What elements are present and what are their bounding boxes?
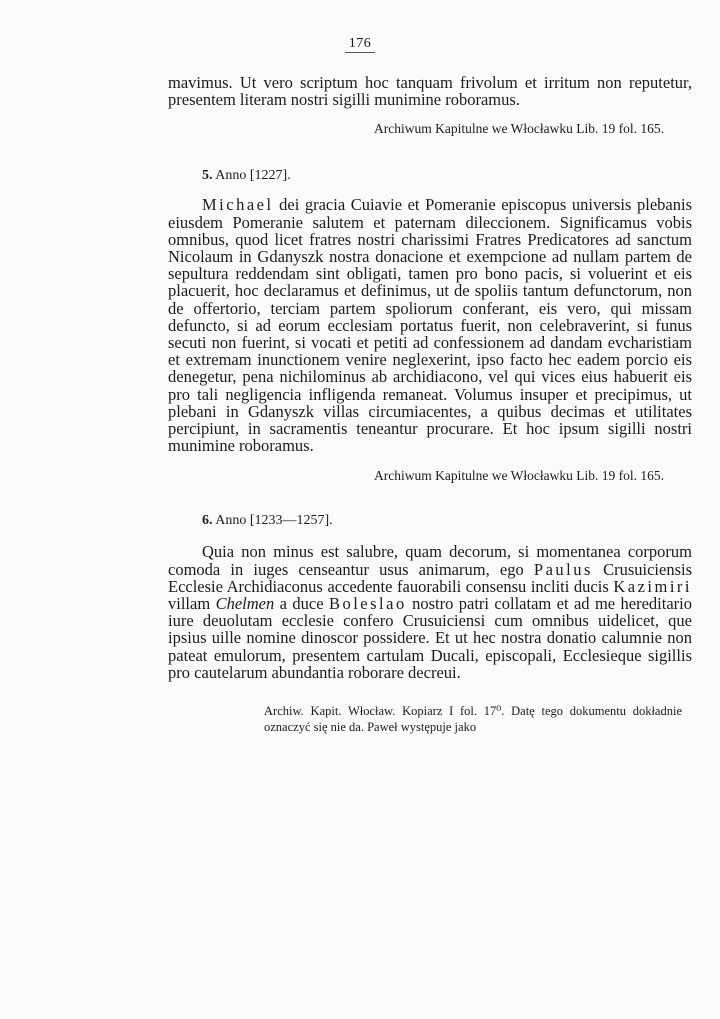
person-name: Kazimiri <box>613 576 692 596</box>
page-number: 176 <box>0 36 720 52</box>
place-name: Chelmen <box>215 594 275 614</box>
document-number: 6. <box>202 513 213 529</box>
source-citation: Archiwum Kapitulne we Włocławku Lib. 19 fol. 165. <box>374 468 664 484</box>
person-name: Paulus <box>533 559 593 579</box>
author-name: Michael <box>202 195 274 215</box>
page-content <box>168 74 692 735</box>
person-name: Boleslao <box>328 594 407 614</box>
document-continuation: mavimus. Ut vero scriptum hoc tanquam frivolum et irritum non reputetur, presentem literam nostri sigilli munimine roboramus. <box>168 73 692 110</box>
source-citation: Archiwum Kapitulne we Włocławku Lib. 19 fol. 165. <box>374 121 664 137</box>
document-date: Anno [1233—1257]. <box>215 513 333 529</box>
document-date: Anno [1227]. <box>215 168 291 184</box>
footnote: Archiw. Kapit. Włocław. Kopiarz I fol. 17⁰. Datę tego dokumentu dokładnie oznaczyć się nie da. Paweł występuje jako <box>264 704 682 735</box>
document-heading <box>168 168 692 184</box>
document-heading <box>168 513 692 529</box>
document-body: Michael dei gracia Cuiavie et Pomeranie episcopus universis plebanis eiusdem Pomeranie salutem et paternam dileccionem. Significamus vobis omnibus, quod licet fratres nostri charissimi Fratres Predicatores ad sanctum Nicolaum in Gdanyszk nostra donacione et exempcione ad nullam partem de sepultura reddendam sint obligati, tamen pro bono pacis, si voluerint et eis placuerit, hoc declaramus et definimus, ut de spoliis tantum defunctorum, non de offertorio, terciam partem spoliorum conferant, eis vero, qui missam defuncto, si ad eorum ecclesiam portatus fuerit, non celebraverint, si funus secuti non fuerint, si vocati et petiti ad confessionem ad dandam evcharistiam et extremam inunctionem venire neglexerint, ipso facto hec eadem porcio eis denegetur, pena nichilominus ab archidiacono, vel qui vices eius habuerit eis pro tali negligencia infligenda remaneat. Volumus insuper et precipimus, ut plebani in Gdanyszk villas circumiacentes, a quibus decimas et utilitates percipiunt, in sacramentis teneantur procurare. Et hoc ipsum sigilli nostri munimine roboramus. <box>168 195 692 456</box>
document-body: Quia non minus est salubre, quam decorum, si momentanea corporum comoda in iuges censeantur usus animarum, ego Paulus Crusuiciensis Ecclesie Archidiaconus accedente fauorabili consensu incliti ducis Kazimiri villam Chelmen a duce Boleslao nostro patri collatam et ad me hereditario iure deuolutam ecclesie confero Crusuiciensi cum omnibus uidelicet, que ipsius uille nomine dinoscor possidere. Et ut hec nostra donatio calumnie non pateat emulorum, presentem cartulam Ducali, episcopali, Ecclesieque sigillis pro cautelarum abundantia roborare decreui. <box>168 542 692 682</box>
document-number: 5. <box>202 168 213 184</box>
